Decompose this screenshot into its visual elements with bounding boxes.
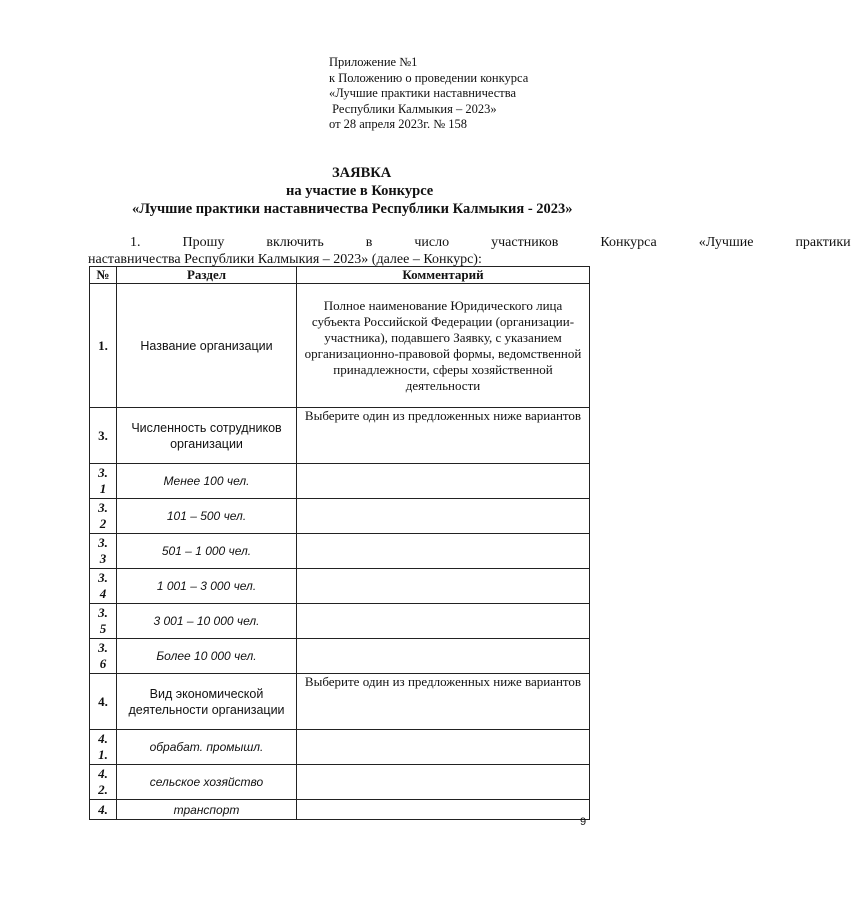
appendix-line: Республики Калмыкия – 2023» [329, 101, 497, 116]
intro-line-2: наставничества Республики Калмыкия – 2023» (далее – Конкурс): [88, 252, 482, 267]
option-label: 1 001 – 3 000 чел. [117, 569, 297, 604]
appendix-header [329, 55, 528, 133]
table-row [90, 639, 590, 674]
intro-word: практики [795, 235, 851, 250]
comment-cell: Выберите один из предложенных ниже вариантов [297, 408, 590, 464]
comment-cell: Полное наименование Юридического лица субъекта Российской Федерации (организации-участника), подавшего Заявку, с указанием организационно-правовой формы, ведомственной принадлежности, сферы хозяйственной деятельности [297, 284, 590, 408]
comment-input-cell[interactable] [297, 765, 590, 800]
option-label: 3 001 – 10 000 чел. [117, 604, 297, 639]
option-label: транспорт [117, 800, 297, 820]
option-label: сельское хозяйство [117, 765, 297, 800]
comment-input-cell[interactable] [297, 800, 590, 820]
appendix-line: к Положению о проведении конкурса [329, 70, 529, 85]
comment-input-cell[interactable] [297, 730, 590, 765]
option-label: 501 – 1 000 чел. [117, 534, 297, 569]
intro-word: включить [266, 235, 324, 250]
application-table [89, 266, 590, 820]
comment-input-cell[interactable] [297, 604, 590, 639]
appendix-line: «Лучшие практики наставничества [329, 86, 517, 100]
table-body [90, 284, 590, 820]
intro-word: в [365, 235, 373, 250]
row-number: 4. [90, 800, 117, 820]
row-number: 1. [90, 284, 117, 408]
table-row [90, 604, 590, 639]
row-number: 3. 5 [90, 604, 117, 639]
option-label: обрабат. промышл. [117, 730, 297, 765]
comment-input-cell[interactable] [297, 499, 590, 534]
appendix-line: от 28 апреля 2023г. № 158 [329, 117, 468, 131]
row-number: 4. 2. [90, 765, 117, 800]
row-number: 3. 2 [90, 499, 117, 534]
section-label: Вид экономической деятельности организации [117, 674, 297, 730]
row-number: 3. 3 [90, 534, 117, 569]
comment-input-cell[interactable] [297, 639, 590, 674]
comment-input-cell[interactable] [297, 534, 590, 569]
table-row [90, 674, 590, 730]
header-num: № [90, 267, 117, 284]
row-number: 3. 4 [90, 569, 117, 604]
page-number: 9 [580, 816, 587, 828]
row-number: 3. [90, 408, 117, 464]
document-title [0, 164, 640, 218]
comment-cell: Выберите один из предложенных ниже вариантов [297, 674, 590, 730]
table-row [90, 730, 590, 765]
intro-word: «Лучшие [698, 235, 754, 250]
intro-line-1 [88, 234, 851, 251]
intro-word: Прошу [182, 235, 225, 250]
option-label: Более 10 000 чел. [117, 639, 297, 674]
row-number: 3. 6 [90, 639, 117, 674]
title-line-3: «Лучшие практики наставничества Республики Калмыкия - 2023» [132, 201, 573, 217]
row-number: 3. 1 [90, 464, 117, 499]
comment-input-cell[interactable] [297, 569, 590, 604]
table-row [90, 499, 590, 534]
comment-input-cell[interactable] [297, 464, 590, 499]
appendix-line: Приложение №1 [329, 55, 418, 69]
option-label: Менее 100 чел. [117, 464, 297, 499]
table-header-row [90, 267, 590, 284]
row-number: 4. 1. [90, 730, 117, 765]
section-label: Численность сотрудников организации [117, 408, 297, 464]
table-row [90, 408, 590, 464]
title-line-2: на участие в Конкурсе [286, 183, 434, 199]
row-number: 4. [90, 674, 117, 730]
intro-word: Конкурса [600, 235, 657, 250]
table-row [90, 534, 590, 569]
header-section: Раздел [117, 267, 297, 284]
header-comment: Комментарий [297, 267, 590, 284]
table-row [90, 464, 590, 499]
option-label: 101 – 500 чел. [117, 499, 297, 534]
intro-word: 1. [130, 235, 141, 250]
intro-word: участников [491, 235, 559, 250]
table-row [90, 569, 590, 604]
title-line-1: ЗАЯВКА [332, 165, 392, 181]
section-label: Название организации [117, 284, 297, 408]
table-row [90, 765, 590, 800]
intro-word: число [414, 235, 450, 250]
table-row [90, 284, 590, 408]
table-row [90, 800, 590, 820]
intro-paragraph [88, 234, 851, 268]
